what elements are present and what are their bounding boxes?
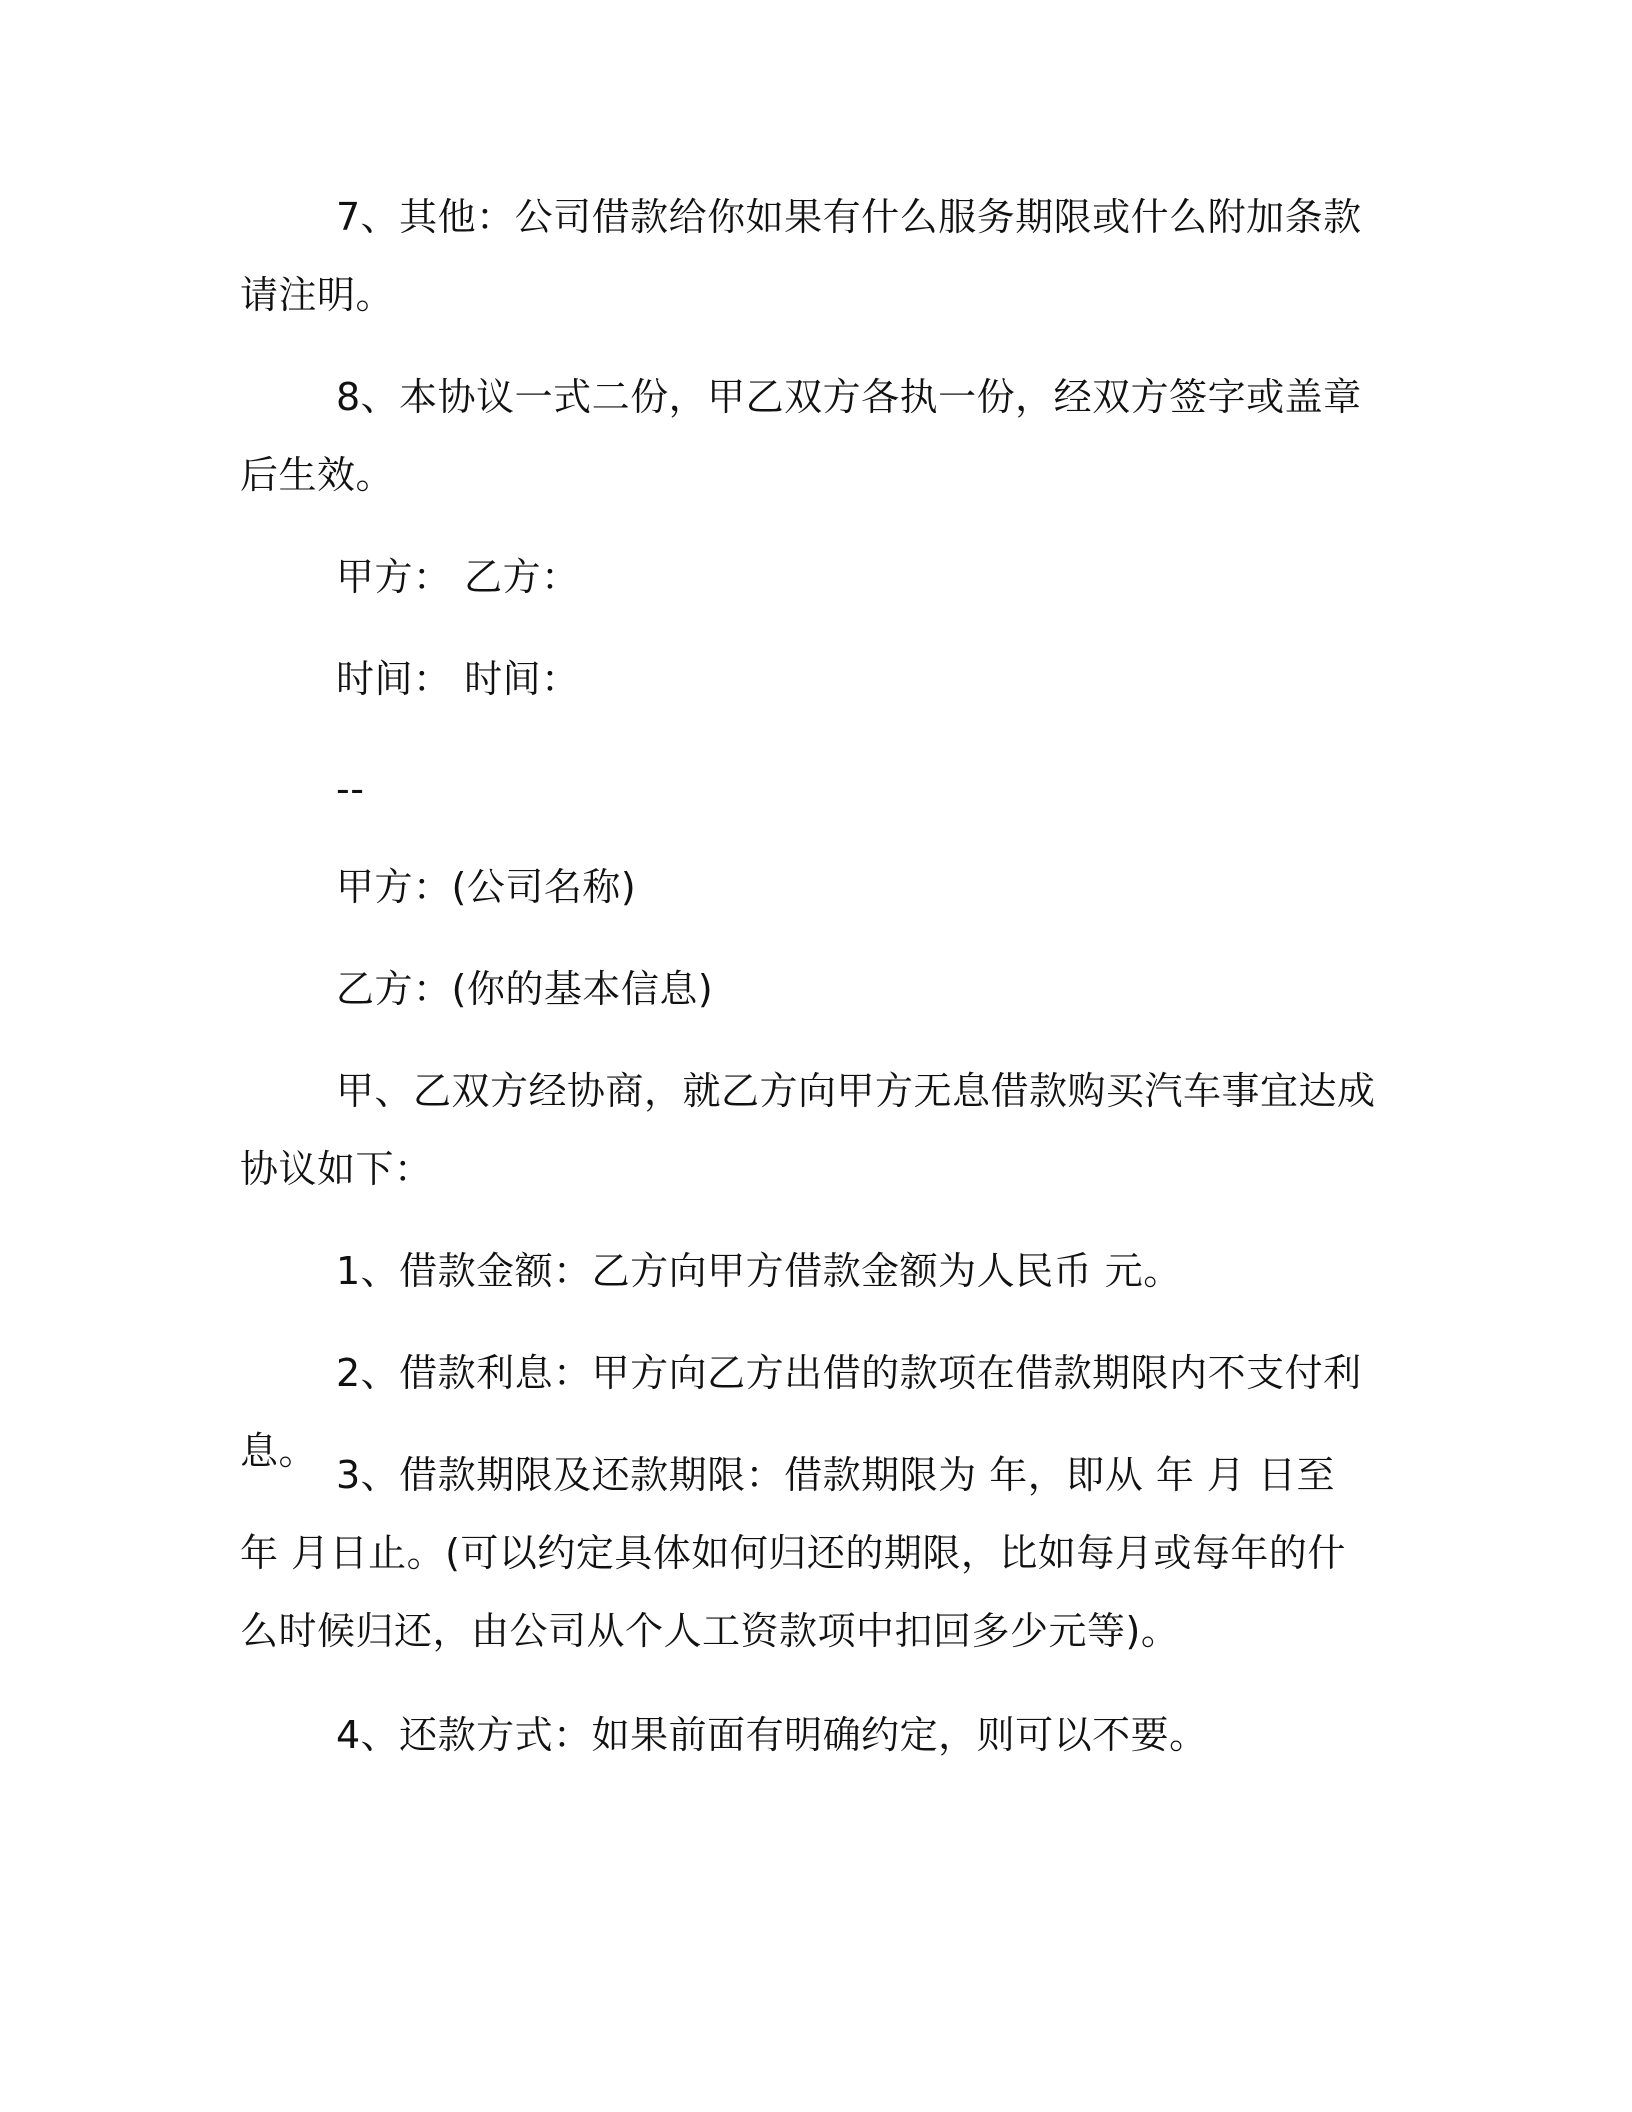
clause-1-paragraph: 1、借款金额：乙方向甲方借款金额为人民币 元。 — [336, 1249, 1182, 1293]
clause-8-paragraph: 8、本协议一式二份，甲乙双方各执一份，经双方签字或盖章后生效。 — [240, 375, 1362, 497]
party-a-line: 甲方：(公司名称) — [336, 865, 637, 909]
clause-4-paragraph: 4、还款方式：如果前面有明确约定，则可以不要。 — [336, 1713, 1208, 1757]
agreement-intro-paragraph: 甲、乙双方经协商，就乙方向甲方无息借款购买汽车事宜达成协议如下： — [240, 1069, 1376, 1191]
clause-2-paragraph: 2、借款利息：甲方向乙方出借的款项在借款期限内不支付利息。 — [240, 1351, 1362, 1473]
signature-party-line: 甲方： 乙方： — [336, 555, 580, 599]
signature-date-line: 时间： 时间： — [336, 657, 580, 701]
clause-7-paragraph: 7、其他：公司借款给你如果有什么服务期限或什么附加条款请注明。 — [240, 195, 1362, 317]
clause-3-paragraph: 3、借款期限及还款期限：借款期限为 年，即从 年 月 日至 年 月日止。(可以约定具体如何归还的期限，比如每月或每年的什么时候归还，由公司从个人工资款项中扣回多少元等)。 — [240, 1453, 1346, 1653]
section-separator: -- — [336, 767, 365, 811]
party-b-line: 乙方：(你的基本信息) — [336, 967, 714, 1011]
